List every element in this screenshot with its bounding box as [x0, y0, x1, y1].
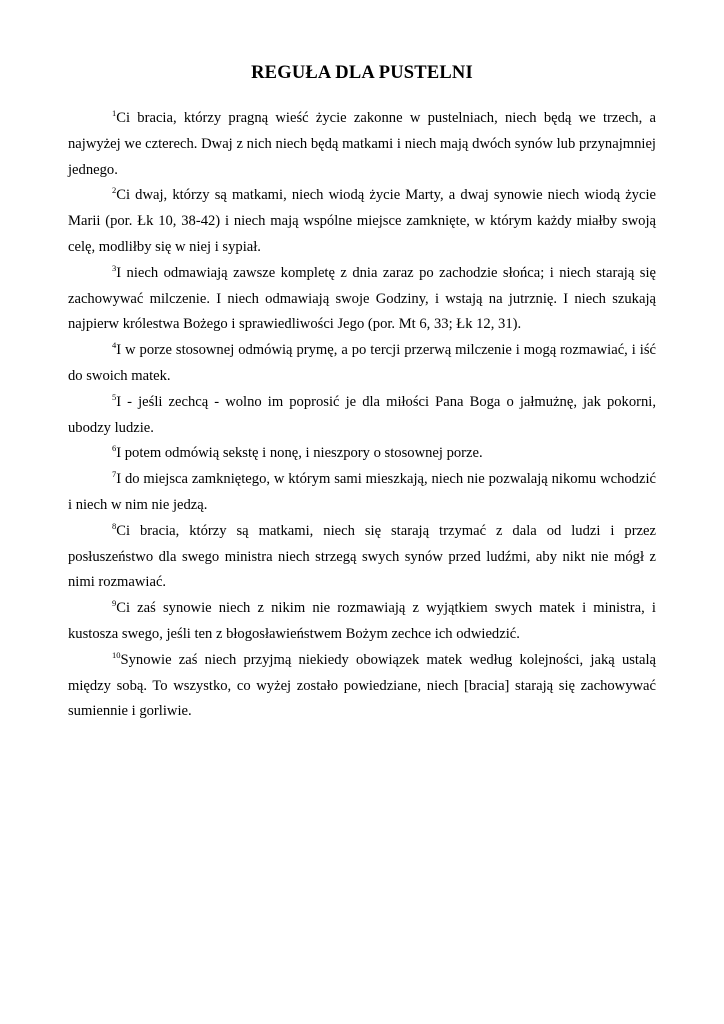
paragraph-text: I - jeśli zechcą - wolno im poprosić je dla miłości Pana Boga o jałmużnę, jak pokorni, ubodzy ludzie. [68, 393, 656, 436]
verse-number: 7 [112, 469, 117, 480]
verse-number: 3 [112, 262, 117, 273]
verse-number: 1 [112, 108, 117, 118]
paragraph-text: Synowie zaś niech przyjmą niekiedy obowiązek matek według kolejności, jaką ustalą między sobą. To wszystko, co wyżej zostało powiedziane, niech [bracia] starają się zachowywać sumiennie i gorliwie. [68, 651, 656, 720]
paragraph-5 [68, 390, 656, 442]
paragraph-4 [68, 338, 656, 390]
verse-number: 9 [112, 598, 117, 609]
verse-number: 4 [112, 340, 117, 351]
verse-number: 10 [112, 649, 121, 660]
paragraph-text: Ci bracia, którzy są matkami, niech się starają trzymać z dala od ludzi i przez posłuszeństwo dla swego ministra niech strzegą swych synów przed ludźmi, aby nikt nie mógł z nimi rozmawiać. [68, 522, 656, 591]
paragraph-text: I do miejsca zamkniętego, w którym sami mieszkają, niech nie pozwalają nikomu wchodzić i niech w nim nie jedzą. [68, 471, 656, 513]
verse-number: 5 [112, 391, 117, 402]
paragraph-text: Ci bracia, którzy pragną wieść życie zakonne w pustelniach, niech będą we trzech, a najwyżej we czterech. Dwaj z nich niech będą matkami i niech mają dwóch synów lub przynajmniej jednego. [68, 110, 656, 178]
paragraph-9 [68, 596, 656, 648]
paragraph-10 [68, 648, 656, 725]
document-title: REGUŁA DLA PUSTELNI [251, 63, 473, 83]
paragraph-2 [68, 183, 656, 260]
paragraph-1 [68, 106, 656, 183]
paragraph-3 [68, 261, 656, 338]
paragraph-8 [68, 519, 656, 596]
paragraph-text: I w porze stosownej odmówią prymę, a po tercji przerwą milczenie i mogą rozmawiać, i iść do swoich matek. [68, 342, 656, 384]
paragraph-text: Ci dwaj, którzy są matkami, niech wiodą życie Marty, a dwaj synowie niech wiodą życie Marii (por. Łk 10, 38-42) i niech mają wspólne miejsce zamknięte, w którym każdy miałby swoją celę, modliłby się w niej i sypiał. [68, 187, 656, 255]
paragraph-text: I niech odmawiają zawsze kompletę z dnia zaraz po zachodzie słońca; i niech starają się zachowywać milczenie. I niech odmawiają swoje Godziny, i wstają na jutrznię. I niech szukają najpierw królestwa Bożego i sprawiedliwości Jego (por. Mt 6, 33; Łk 12, 31). [68, 264, 656, 333]
paragraph-6 [68, 441, 656, 467]
paragraph-text: I potem odmówią sekstę i nonę, i nieszpory o stosownej porze. [116, 445, 483, 462]
verse-number: 2 [112, 185, 117, 196]
paragraph-7 [68, 467, 656, 519]
verse-number: 6 [112, 443, 117, 454]
verse-number: 8 [112, 520, 117, 531]
paragraph-text: Ci zaś synowie niech z nikim nie rozmawiają z wyjątkiem swych matek i ministra, i kustosza swego, jeśli ten z błogosławieństwem Bożym zechce ich odwiedzić. [68, 600, 656, 642]
